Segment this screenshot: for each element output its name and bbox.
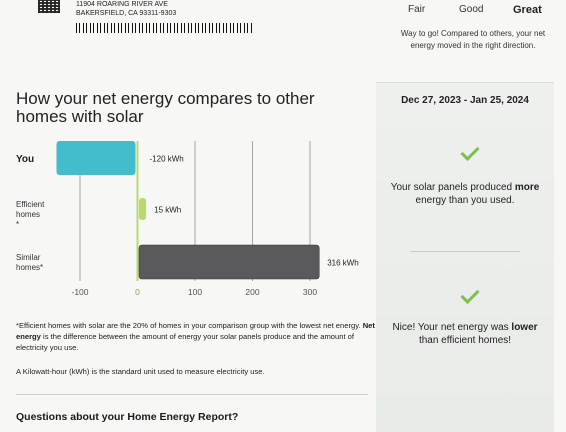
rating-great: Great [513, 4, 542, 16]
x-tick-label: -100 [71, 287, 89, 297]
data-label: 316 kWh [327, 258, 359, 268]
panel-message-solar [390, 181, 540, 207]
panel-message-net-energy [390, 321, 540, 347]
panel-divider [410, 251, 520, 252]
bar [57, 141, 136, 175]
msg2-part-1: Nice! Your net energy was [392, 322, 512, 333]
divider [16, 394, 368, 395]
msg1-emphasis: more [514, 182, 540, 193]
result-panel [376, 82, 554, 432]
checkmark-icon [460, 145, 482, 159]
footnote [16, 320, 376, 353]
footnote-part-1: *Efficient homes with solar are the 20% of homes in your comparison group with the lowest net energy. [16, 321, 363, 330]
rating-scale [0, 4, 566, 18]
data-label: 15 kWh [154, 205, 182, 215]
rating-good: Good [459, 4, 484, 15]
net-energy-bar-chart [0, 135, 376, 305]
kwh-definition: A Kilowatt-hour (kWh) is the standard unit used to measure electricity use. [16, 367, 265, 376]
x-tick-label: 0 [135, 287, 140, 297]
x-tick-label: 300 [302, 287, 318, 297]
date-range: Dec 27, 2023 - Jan 25, 2024 [401, 95, 529, 106]
msg1-part-2: energy than you used. [415, 195, 515, 206]
bar [139, 245, 319, 279]
questions-heading: Questions about your Home Energy Report? [16, 411, 239, 423]
checkmark-icon [460, 288, 482, 302]
msg2-part-2: than efficient homes! [418, 335, 512, 346]
x-tick-label: 200 [245, 287, 260, 297]
category-label: Similar homes* [16, 253, 44, 272]
postal-barcode-icon [76, 23, 252, 33]
bar [139, 198, 146, 220]
category-label: Efficient homes * [16, 200, 45, 229]
rating-fair: Fair [408, 4, 426, 15]
category-label: You [16, 154, 35, 165]
page-title: How your net energy compares to other homes with solar [16, 89, 315, 126]
footnote-term: Net energy [16, 321, 375, 341]
footnote-part-2: is the difference between the amount of energy your solar panels produce and the amount of electricity you use. [16, 332, 354, 352]
rating-note: Way to go! Compared to others, your net energy moved in the right direction. [400, 29, 546, 50]
address-line-2: BAKERSFIELD, CA 93311-9303 [76, 10, 177, 17]
address-line-1: 11904 ROARING RIVER AVE [76, 1, 168, 8]
msg2-emphasis: lower [511, 322, 538, 333]
msg1-part-1: Your solar panels produced [390, 182, 515, 193]
x-tick-label: 100 [187, 287, 203, 297]
data-label: -120 kWh [149, 154, 184, 164]
